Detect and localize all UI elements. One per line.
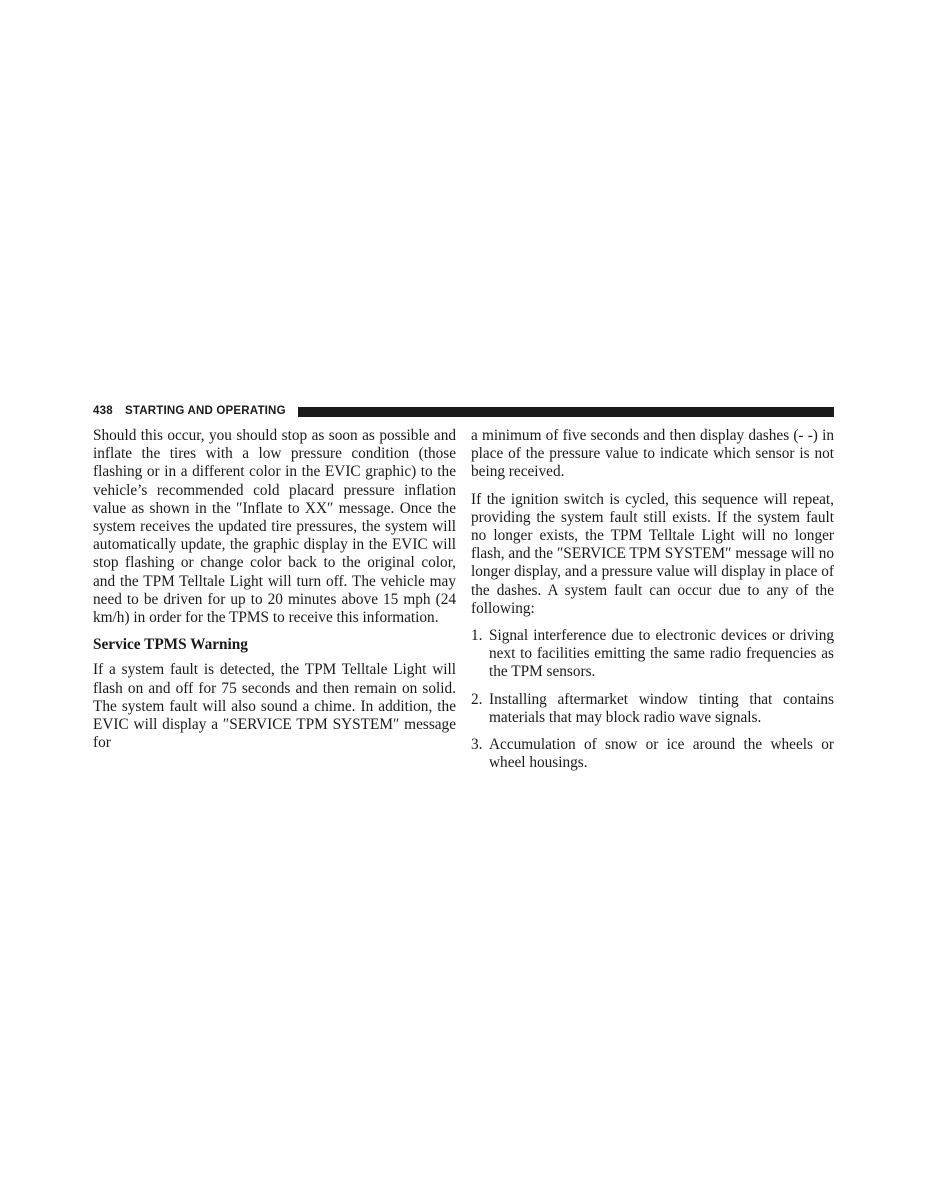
list-number: 2. xyxy=(471,690,483,708)
body-paragraph: Should this occur, you should stop as soon as possible and inflate the tires with a low pressure condition (those flashing or in a different color in the EVIC graphic) to the vehicle’s recommended cold placard pressure inflation value as shown in the ″Inflate to XX″ message. Once the system receives the updated tire pressures, the system will automatically update, the graphic display in the EVIC will stop flashing or change color back to the original color, and the TPM Telltale Light will turn off. The vehicle may need to be driven for up to 20 minutes above 15 mph (24 km/h) in order for the TPMS to receive this information. xyxy=(93,427,456,627)
list-item xyxy=(471,691,834,727)
section-subheading: Service TPMS Warning xyxy=(93,636,248,654)
list-item-text: Signal interference due to electronic devices or driving next to facilities emitting the same radio frequencies as the TPM sensors. xyxy=(489,627,834,681)
list-item-text: Installing aftermarket window tinting that contains materials that may block radio wave signals. xyxy=(489,690,834,726)
list-item-text: Accumulation of snow or ice around the wheels or wheel housings. xyxy=(489,736,834,772)
page-header xyxy=(93,404,834,422)
list-number: 1. xyxy=(471,627,483,645)
header-rule xyxy=(298,407,834,417)
body-paragraph: If the ignition switch is cycled, this sequence will repeat, providing the system fault still exists. If the system fault no longer exists, the TPM Telltale Light will no longer flash, and the ″SERVICE TPM SYSTEM″ message will no longer display, and a pressure value will display in place of the dashes. A system fault can occur due to any of the following: xyxy=(471,490,834,617)
body-paragraph: If a system fault is detected, the TPM Telltale Light will flash on and off for 75 seconds and then remain on solid. The system fault will also sound a chime. In addition, the EVIC will display a ″SERVICE TPM SYSTEM″ message for xyxy=(93,661,456,752)
left-column xyxy=(93,427,456,761)
list-item xyxy=(471,736,834,772)
section-title: STARTING AND OPERATING xyxy=(125,405,286,417)
list-item xyxy=(471,627,834,682)
body-paragraph: a minimum of five seconds and then display dashes (- -) in place of the pressure value to indicate which sensor is not being received. xyxy=(471,427,834,481)
page-number: 438 xyxy=(93,405,113,417)
list-number: 3. xyxy=(471,736,483,754)
right-column xyxy=(471,427,834,781)
